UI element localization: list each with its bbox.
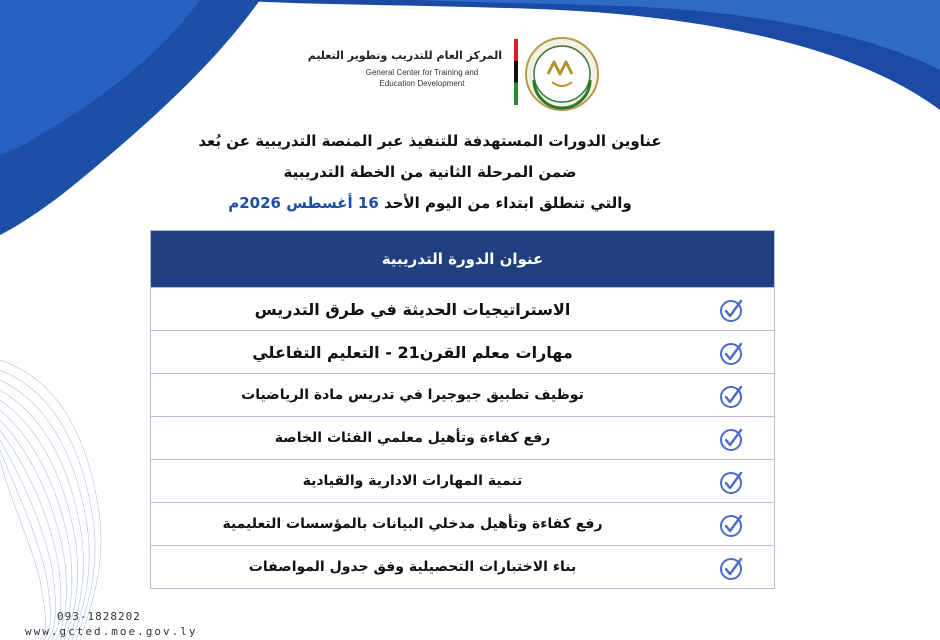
organization-name-english-line1: General Center for Training and (365, 68, 479, 77)
check-circle-icon (718, 512, 744, 538)
course-title: بناء الاختبارات التحصيلية وفق جدول المواصفات (248, 559, 577, 575)
flag-divider-bar (514, 39, 518, 105)
organization-name-english-line2: Education Development (379, 79, 465, 88)
heading-line-3 (150, 188, 710, 219)
table-row (151, 287, 774, 330)
table-row (151, 459, 774, 502)
table-row (151, 330, 774, 373)
bottom-left-lines (0, 360, 101, 640)
heading-line-3-prefix: والتي تنطلق ابتداء من اليوم الأحد (384, 194, 632, 212)
check-circle-icon (718, 340, 744, 366)
check-circle-icon (718, 555, 744, 581)
course-title: رفع كفاءة وتأهيل مدخلي البيانات بالمؤسسات التعليمية (222, 516, 603, 532)
start-date: 16 أغسطس 2026م (228, 194, 379, 212)
check-circle-icon (718, 469, 744, 495)
table-row (151, 416, 774, 459)
announcement-headings (150, 126, 710, 219)
contact-info (25, 610, 197, 638)
organization-name-arabic: المركز العام للتدريب وتطوير التعليم (307, 49, 502, 62)
courses-table (150, 230, 775, 589)
course-title: مهارات معلم القرن21 - التعليم التفاعلي (252, 342, 573, 362)
table-row (151, 545, 774, 588)
heading-line-2: ضمن المرحلة الثانية من الخطة التدريبية (283, 163, 577, 181)
table-header: عنوان الدورة التدريبية (151, 231, 774, 287)
course-title: الاستراتيجيات الحديثة في طرق التدريس (254, 299, 571, 319)
check-circle-icon (718, 426, 744, 452)
check-circle-icon (718, 383, 744, 409)
organization-name-english (352, 67, 492, 89)
course-title: توظيف تطبيق جيوجيرا في تدريس مادة الرياضيات (241, 387, 584, 403)
course-title: رفع كفاءة وتأهيل معلمي الفئات الخاصة (274, 430, 551, 446)
organization-logo-block (307, 36, 610, 116)
course-title: تنمية المهارات الادارية والقيادية (302, 473, 523, 489)
heading-line-1: عناوين الدورات المستهدفة للتنفيذ عبر المنصة التدريبية عن بُعد (198, 132, 662, 150)
check-circle-icon (718, 297, 744, 323)
phone-number: 093-1828202 (57, 610, 141, 623)
table-row (151, 502, 774, 545)
table-row (151, 373, 774, 416)
ministry-seal-icon (524, 36, 600, 112)
website-link[interactable]: www.gcted.moe.gov.ly (25, 625, 198, 638)
